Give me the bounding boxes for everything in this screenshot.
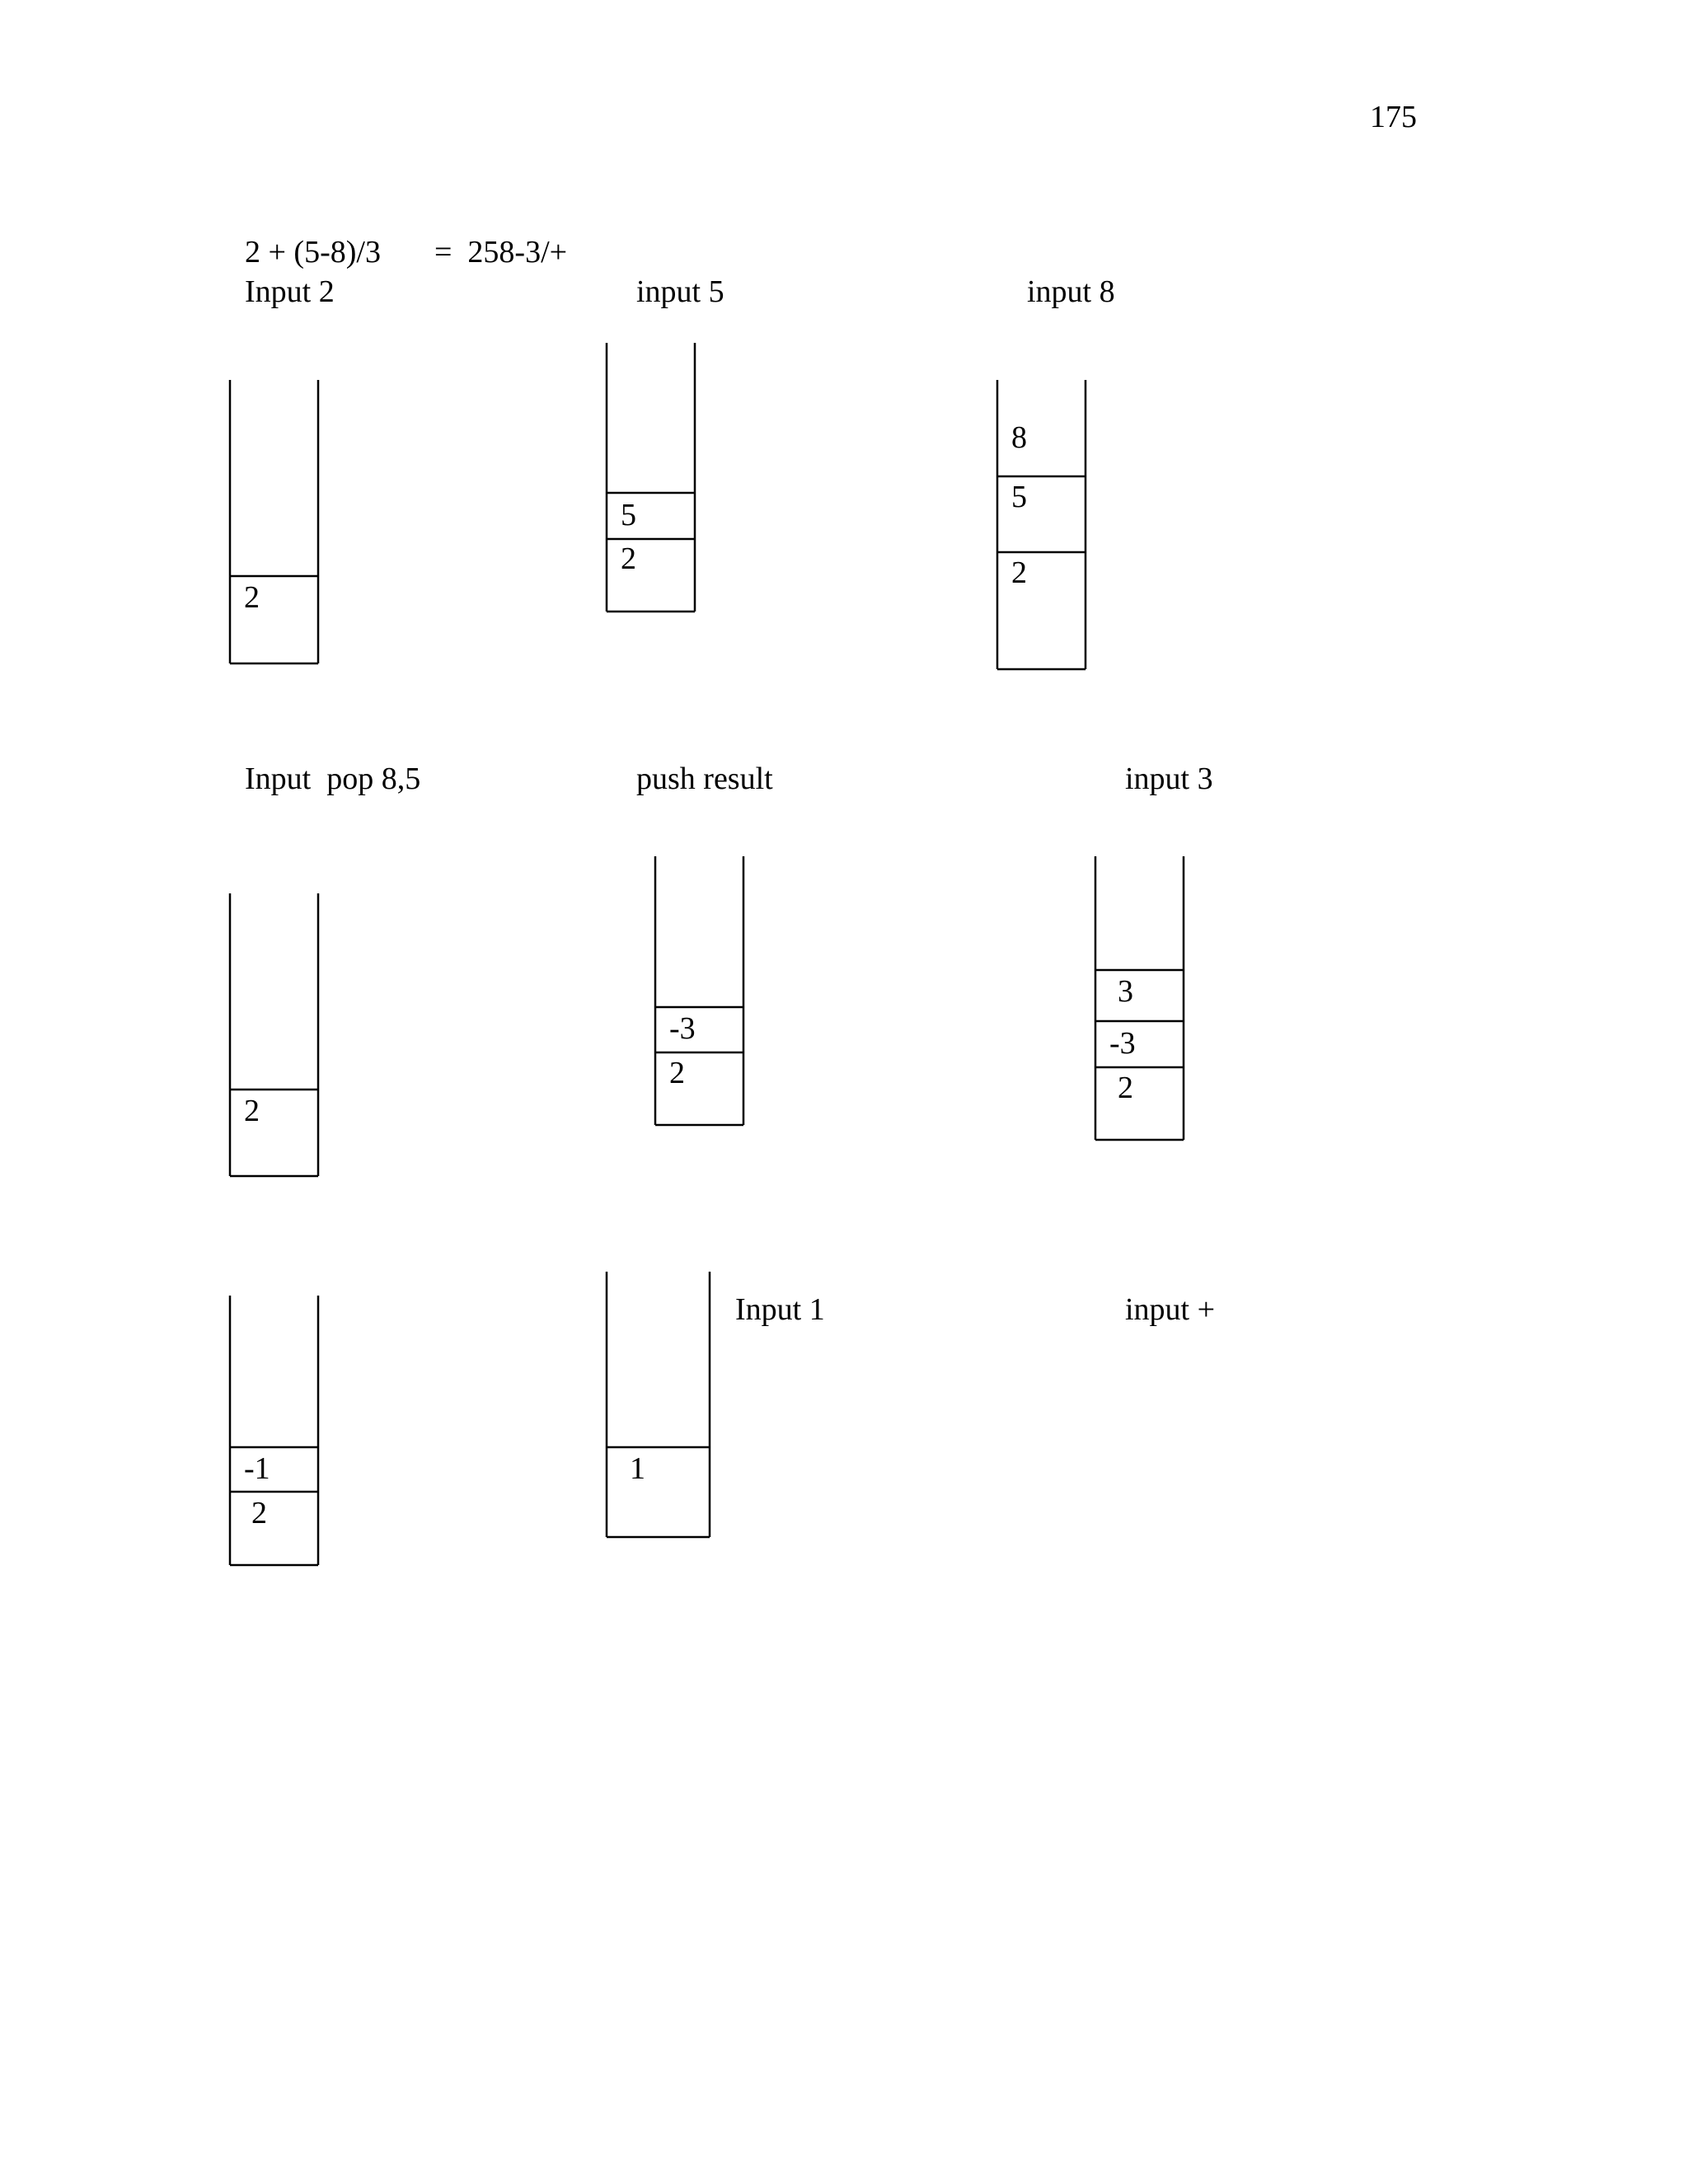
step-label-push-result: push result — [636, 762, 773, 796]
stack-input-5-cell-2: 2 — [621, 541, 636, 576]
stack-divide-result — [230, 1296, 318, 1565]
stack-input-3-cell-1: 3 — [1118, 974, 1133, 1009]
stack-push-result-cell-2: 2 — [669, 1056, 685, 1090]
step-label-pop-8-5: Input pop 8,5 — [245, 762, 421, 796]
stack-input-8 — [997, 380, 1085, 669]
stack-push-result-cell-1: -3 — [669, 1011, 696, 1046]
stack-input-8-cell-2: 5 — [1011, 480, 1027, 514]
stack-divide-result-cell-1: -1 — [244, 1451, 270, 1486]
step-label-input-5: input 5 — [636, 274, 724, 309]
stack-push-result — [655, 856, 743, 1125]
stack-pop-8-5-cell-1: 2 — [244, 1094, 260, 1128]
page-number: 175 — [1370, 100, 1417, 134]
stack-input-2 — [230, 380, 318, 663]
step-label-input-plus: input + — [1125, 1292, 1216, 1327]
postfix-expression: = 258-3/+ — [434, 235, 568, 269]
stack-input-3-cell-2: -3 — [1109, 1026, 1136, 1061]
stack-input-8-cell-1: 8 — [1011, 420, 1027, 455]
stack-pop-8-5 — [230, 893, 318, 1176]
infix-expression: 2 + (5-8)/3 — [245, 235, 381, 269]
stack-input-5-cell-1: 5 — [621, 498, 636, 532]
stack-input-3-cell-3: 2 — [1118, 1071, 1133, 1105]
step-label-input-3: input 3 — [1125, 762, 1213, 796]
stack-input-1 — [607, 1272, 710, 1537]
stack-input-8-cell-3: 2 — [1011, 555, 1027, 590]
stack-divide-result-cell-2: 2 — [251, 1496, 267, 1530]
stack-input-2-cell-1: 2 — [244, 580, 260, 615]
stack-input-3 — [1095, 856, 1184, 1140]
step-label-input-2: Input 2 — [245, 274, 335, 309]
step-label-input-1: Input 1 — [735, 1292, 825, 1327]
stack-input-5 — [607, 343, 695, 612]
stack-input-1-cell-1: 1 — [630, 1451, 645, 1486]
step-label-input-8: input 8 — [1027, 274, 1115, 309]
